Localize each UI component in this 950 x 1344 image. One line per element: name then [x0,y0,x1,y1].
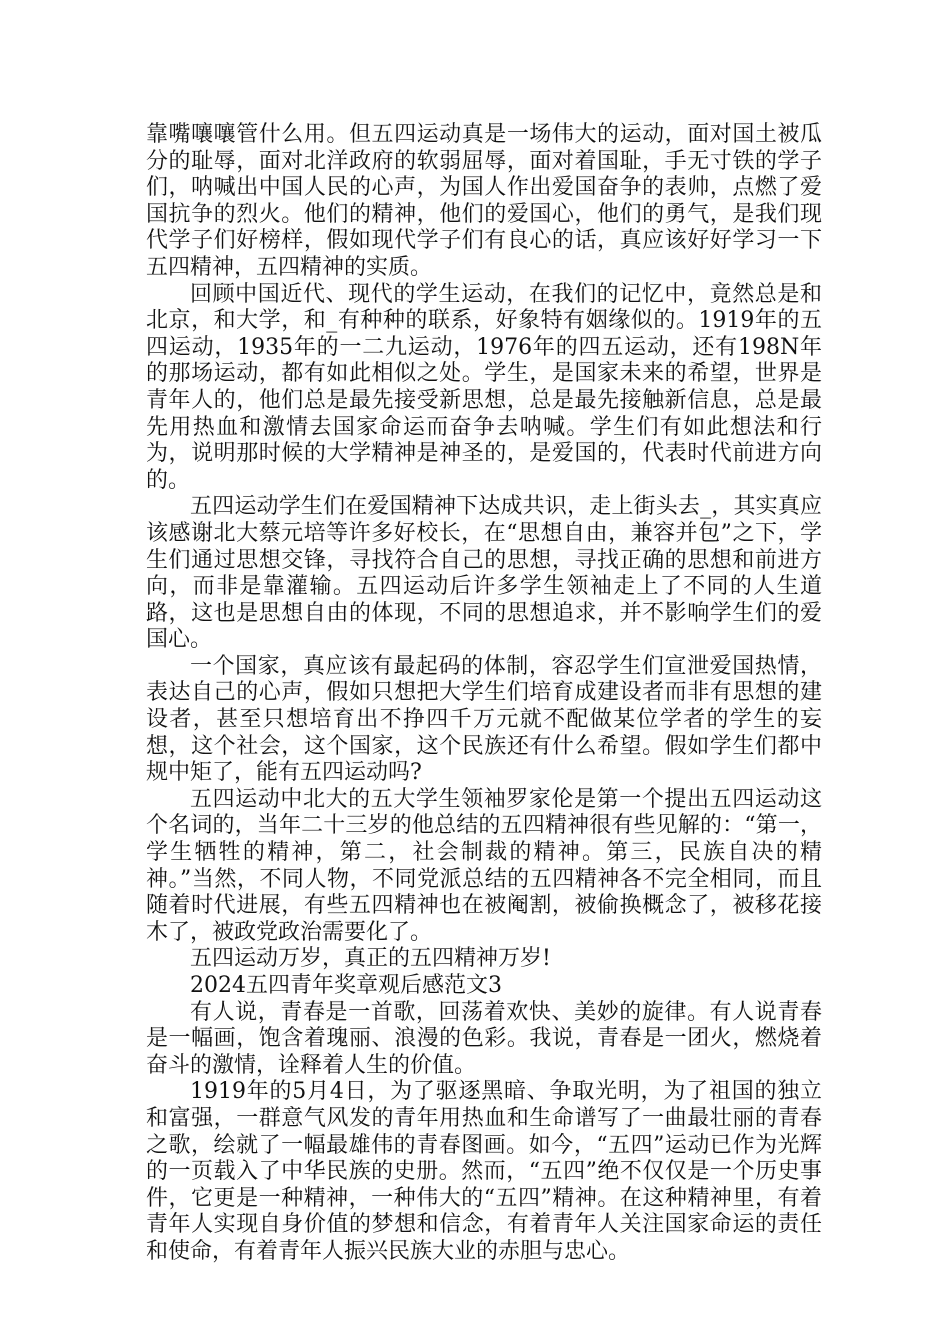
paragraph-5: 五四运动中北大的五大学生领袖罗家伦是第一个提出五四运动这个名词的，当年二十三岁的他总结的五四精神很有些见解的：“第一，学生牺牲的精神，第二，社会制裁的精神。第三，民族自决的精神。”当然，不同人物，不同党派总结的五四精神各不完全相同，而且随着时代进展，有些五四精神也在被阉割，被偷换概念了，被移花接木了，被政党政治需要化了。 [146,786,822,945]
section-heading: 2024五四青年奖章观后感范文3 [190,973,502,998]
paragraph-8: 1919年的5月4日，为了驱逐黑暗、争取光明，为了祖国的独立和富强，一群意气风发的青年用热血和生命谱写了一曲最壮丽的青春之歌，绘就了一幅最雄伟的青春图画。如今，“五四”运动已作为光辉的一页载入了中华民族的史册。然而，“五四”绝不仅仅是一个历史事件，它更是一种精神，一种伟大的“五四”精神。在这种精神里，有着青年人实现自身价值的梦想和信念，有着青年人关注国家命运的责任和使命，有着青年人振兴民族大业的赤胆与忠心。 [146,1079,822,1264]
paragraph-1: 靠嘴嚷嚷管什么用。但五四运动真是一场伟大的运动，面对国土被瓜分的耻辱，面对北洋政府的软弱屈辱，面对着国耻，手无寸铁的学子们，呐喊出中国人民的心声，为国人作出爱国奋争的表帅，点燃了爱国抗争的烈火。他们的精神，他们的爱国心，他们的勇气，是我们现代学子们好榜样，假如现代学子们有良心的话，真应该好好学习一下五四精神，五四精神的实质。 [146,122,822,280]
document-body [146,122,822,1266]
paragraph-2: 回顾中国近代、现代的学生运动，在我们的记忆中，竟然总是和北京，和大学，和_有种种的联系，好象特有姻缘似的。1919年的五四运动，1935年的一二九运动，1976年的四五运动，还有198N年的那场运动，都有如此相似之处。学生，是国家未来的希望，世界是青年人的，他们总是最先接受新思想，总是最先接触新信息，总是最先用热血和激情去国家命运而奋争去呐喊。学生们有如此想法和行为，说明那时候的大学精神是神圣的，是爱国的，代表时代前进方向的。 [146,281,822,493]
paragraph-4: 一个国家，真应该有最起码的体制，容忍学生们宣泄爱国热情，表达自己的心声，假如只想把大学生们培育成建设者而非有思想的建设者，甚至只想培育出不挣四千万元就不配做某位学者的学生的妄想，这个社会，这个国家，这个民族还有什么希望。假如学生们都中规中矩了，能有五四运动吗? [146,653,822,786]
paragraph-6: 五四运动万岁，真正的五四精神万岁! [190,946,551,972]
paragraph-3: 五四运动学生们在爱国精神下达成共识，走上街头去_，其实真应该感谢北大蔡元培等许多好校长，在“思想自由，兼容并包”之下，学生们通过思想交锋，寻找符合自己的思想，寻找正确的思想和前进方向，而非是靠灌输。五四运动后许多学生领袖走上了不同的人生道路，这也是思想自由的体现，不同的思想追求，并不影响学生们的爱国心。 [146,494,822,653]
paragraph-7: 有人说，青春是一首歌，回荡着欢快、美妙的旋律。有人说青春是一幅画，饱含着瑰丽、浪漫的色彩。我说，青春是一团火，燃烧着奋斗的激情，诠释着人生的价值。 [146,999,822,1078]
